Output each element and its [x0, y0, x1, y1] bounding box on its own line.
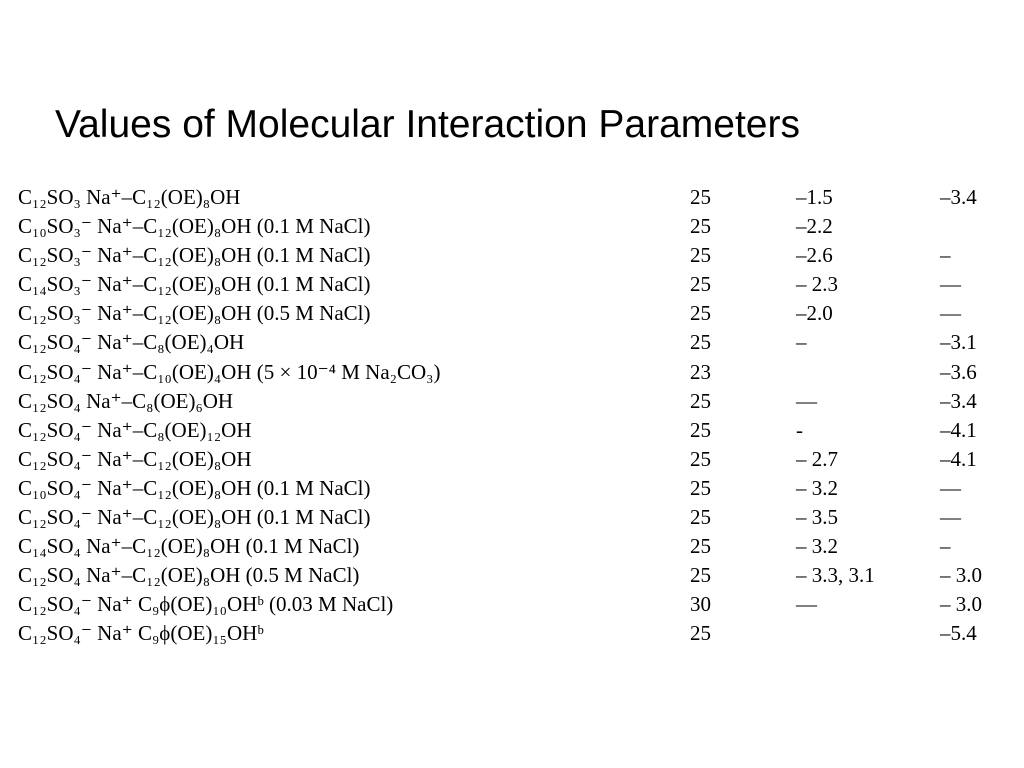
beta-m-value: —: [796, 592, 817, 617]
surfactant-system: C₁₂SO₄⁻ Na⁺–C₁₂(OE)₈OH: [18, 446, 252, 471]
table-row: [18, 387, 1018, 416]
beta-s-value: —: [940, 272, 961, 297]
beta-m-value: – 2.7: [796, 446, 838, 471]
table-row: [18, 532, 1018, 561]
beta-m-value: – 3.2: [796, 475, 838, 500]
surfactant-system: C₁₂SO₄⁻ Na⁺–C₁₀(OE)₄OH (5 × 10⁻⁴ M Na₂CO₃): [18, 359, 441, 384]
surfactant-system: C₁₂SO₃ Na⁺–C₁₂(OE)₈OH: [18, 185, 241, 209]
beta-s-value: –3.6: [940, 359, 977, 384]
beta-s-value: —: [940, 301, 961, 326]
surfactant-system: C₁₂SO₄ Na⁺–C₈(OE)₆OH: [18, 388, 234, 413]
temperature: 25: [690, 505, 711, 530]
beta-m-value: –2.0: [796, 301, 833, 326]
beta-s-value: —: [940, 475, 961, 500]
surfactant-system: C₁₀SO₄⁻ Na⁺–C₁₂(OE)₈OH (0.1 M NaCl): [18, 475, 371, 500]
beta-s-value: –: [940, 534, 951, 559]
surfactant-system: C₁₀SO₃⁻ Na⁺–C₁₂(OE)₈OH (0.1 M NaCl): [18, 214, 371, 239]
temperature: 25: [690, 330, 711, 355]
beta-s-value: –3.4: [940, 388, 977, 413]
table-row: [18, 474, 1018, 503]
table-row: [18, 445, 1018, 474]
surfactant-system: C₁₂SO₄⁻ Na⁺ C₉ϕ(OE)₁₅OHᵇ: [18, 621, 264, 646]
table-row: [18, 619, 1018, 648]
temperature: 25: [690, 214, 711, 239]
temperature: 25: [690, 243, 711, 268]
table-row: [18, 212, 1018, 241]
beta-m-value: –1.5: [796, 185, 833, 209]
beta-s-value: —: [940, 505, 961, 530]
temperature: 25: [690, 185, 711, 209]
temperature: 25: [690, 475, 711, 500]
temperature: 25: [690, 388, 711, 413]
beta-m-value: – 3.5: [796, 505, 838, 530]
temperature: 25: [690, 272, 711, 297]
table-row: [18, 328, 1018, 357]
surfactant-system: C₁₂SO₃⁻ Na⁺–C₁₂(OE)₈OH (0.5 M NaCl): [18, 301, 371, 326]
surfactant-system: C₁₂SO₄⁻ Na⁺ C₉ϕ(OE)₁₀OHᵇ (0.03 M NaCl): [18, 592, 394, 617]
beta-m-value: – 2.3: [796, 272, 838, 297]
temperature: 30: [690, 592, 711, 617]
temperature: 25: [690, 563, 711, 588]
beta-m-value: -: [796, 417, 803, 442]
beta-s-value: – 3.0: [940, 592, 982, 617]
beta-s-value: –3.1: [940, 330, 977, 355]
beta-s-value: –3.4: [940, 185, 977, 209]
temperature: 25: [690, 446, 711, 471]
beta-m-value: –2.6: [796, 243, 833, 268]
temperature: 25: [690, 534, 711, 559]
surfactant-system: C₁₄SO₃⁻ Na⁺–C₁₂(OE)₈OH (0.1 M NaCl): [18, 272, 371, 297]
beta-m-value: –2.2: [796, 214, 833, 239]
table-row: [18, 590, 1018, 619]
beta-s-value: –4.1: [940, 446, 977, 471]
table-row: [18, 270, 1018, 299]
table-row: [18, 416, 1018, 445]
surfactant-system: C₁₂SO₄ Na⁺–C₁₂(OE)₈OH (0.5 M NaCl): [18, 563, 360, 588]
beta-s-value: –5.4: [940, 621, 977, 646]
table-row: [18, 183, 1018, 212]
beta-m-value: – 3.2: [796, 534, 838, 559]
beta-s-value: –: [940, 243, 951, 268]
beta-m-value: —: [796, 388, 817, 413]
table-row: [18, 503, 1018, 532]
interaction-parameters-table: [18, 183, 1018, 649]
temperature: 23: [690, 359, 711, 384]
table-row: [18, 241, 1018, 270]
surfactant-system: C₁₂SO₃⁻ Na⁺–C₁₂(OE)₈OH (0.1 M NaCl): [18, 243, 371, 268]
surfactant-system: C₁₂SO₄⁻ Na⁺–C₈(OE)₄OH: [18, 330, 245, 355]
surfactant-system: C₁₂SO₄⁻ Na⁺–C₈(OE)₁₂OH: [18, 417, 252, 442]
surfactant-system: C₁₄SO₄ Na⁺–C₁₂(OE)₈OH (0.1 M NaCl): [18, 534, 360, 559]
beta-m-value: –: [796, 330, 807, 355]
beta-m-value: – 3.3, 3.1: [796, 563, 875, 588]
surfactant-system: C₁₂SO₄⁻ Na⁺–C₁₂(OE)₈OH (0.1 M NaCl): [18, 505, 371, 530]
slide-title: Values of Molecular Interaction Parameters: [55, 103, 800, 146]
temperature: 25: [690, 301, 711, 326]
beta-s-value: –4.1: [940, 417, 977, 442]
table-row: [18, 358, 1018, 387]
table-row: [18, 561, 1018, 590]
temperature: 25: [690, 417, 711, 442]
beta-s-value: – 3.0: [940, 563, 982, 588]
temperature: 25: [690, 621, 711, 646]
table-row: [18, 299, 1018, 328]
